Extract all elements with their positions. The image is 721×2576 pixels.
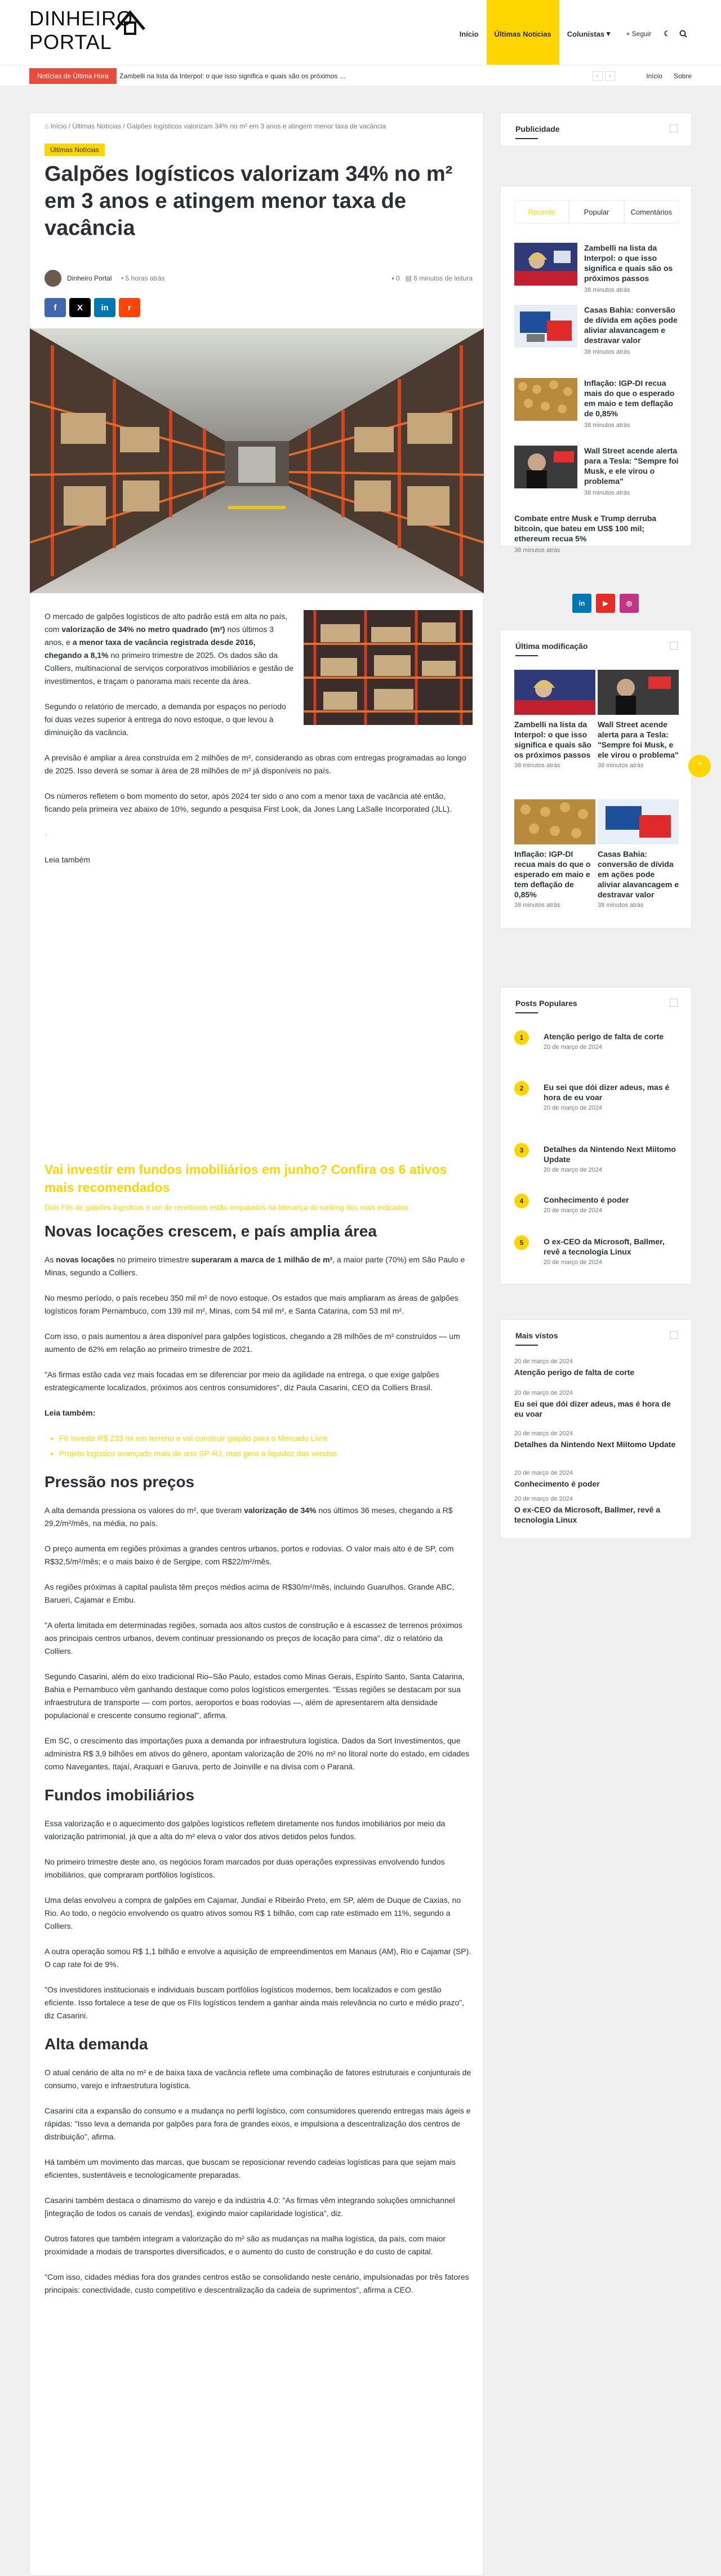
widget-ultima-modificacao [500,630,692,928]
thumbnail [598,799,679,844]
nav-seguir-label: Seguir [631,30,652,38]
article-container [29,113,483,2576]
post-title[interactable]: Wall Street acende alerta para a Tesla: "Sempre foi Musk, e ele virou o problema" [584,446,679,486]
home-icon: ⌂ [44,122,51,130]
post-title[interactable]: Conhecimento é poder [544,1195,629,1204]
s2-p1b: valorização de 34% [244,1506,317,1515]
post-date: 38 minutos atrás [584,422,630,429]
post-date: 20 de março de 2024 [514,1470,573,1476]
rank-number: 1 [514,1030,529,1045]
intro-1a: O mercado de galpões logísticos de alto padrão está em alta no país, com [44,612,288,634]
site-header [0,0,721,65]
post-info [544,1144,679,1173]
post-title[interactable]: Wall Street acende alerta para a Tesla: "Sempre foi Musk, e ele virou o problema" [598,720,679,759]
ticker-next-icon[interactable]: › [605,71,615,81]
list-item[interactable] [514,1470,679,1489]
related-link[interactable]: • Projeto logístico avançado mais de ano SP-RJ, mas gera a liquidez das vendas [59,1447,473,1460]
category-badge[interactable]: Últimas Notícias [44,144,105,156]
breadcrumb [44,122,386,130]
tab-comentarios[interactable]: Comentários [624,200,679,223]
nav-inicio[interactable]: Início [459,29,479,38]
post-date: 20 de março de 2024 [544,1207,602,1214]
warehouse-racks-image [304,610,473,725]
post-title[interactable]: Inflação: IGP-DI recua mais do que o esperado em maio e tem deflação de 0,85% [514,849,591,899]
section-4-paragraph-5: Outros fatores que também integram a valorização do m² são as mudanças na malha logística, da país, com maior proximidade a modais de transportes diversificados, e o aumento do custo de construção e do custo de capital. [44,2234,446,2256]
thumbnail [514,378,577,421]
widget-icon [670,124,678,132]
book-icon: ▤ [405,274,414,282]
grid-post[interactable] [598,799,679,909]
post-date: 38 minutos atrás [514,762,560,769]
post-date: 20 de março de 2024 [544,1167,602,1173]
rank-number: 2 [514,1081,529,1096]
section-2-paragraph-6: Em SC, o crescimento das importações puxa a demanda por infraestrutura logística. Dados da Sort Investimentos, que administra R$ 3,9 bilhões em ativos do gênero, apontam valorização de 20% no m² no litoral norte do estado, em cidades como Navegantes, Itajaí, Araquari e Garuva, perto de Joinville e na divisa com o Paraná. [44,1736,470,1771]
post-title[interactable]: O ex-CEO da Microsoft, Ballmer, revê a tecnologia Linux [544,1237,665,1256]
post-date: 20 de março de 2024 [544,1044,602,1051]
post-date: 20 de março de 2024 [544,1259,602,1266]
s2-p1c: nos últimos 36 meses, chegando a R$ 29,2/m²/mês, na média, no país. [44,1506,453,1528]
section-4-paragraph-2: Casarini cita a expansão do consumo e a mudança no perfil logístico, com consumidores querendo entregas mais ágeis e rápidas: "Isso leva a demanda por galpões para fora de grandes eixos, e impulsiona a descentralização dos centros de distribuição", afirma. [44,2106,471,2141]
linkedin-share-button[interactable]: in [94,298,115,317]
widget-icon [670,642,678,649]
post-date: 20 de março de 2024 [514,1496,573,1502]
post-title[interactable]: Zambelli na lista da Interpol: o que isso significa e quais são os próximos passos [514,720,591,759]
widget-posts-populares [500,987,692,1284]
rank-number: 5 [514,1235,529,1250]
logo-text: DINHEIRO PORTAL [29,7,133,54]
post-date: 20 de março de 2024 [514,1390,573,1396]
chevron-down-icon: ▾ [604,29,611,38]
post-title[interactable]: Casas Bahia: conversão de dívida em ações pode aliviar alavancagem e destravar valor [598,849,679,899]
s1-p1e: , a maior parte (70%) em São Paulo e Minas, segundo a Colliers. [44,1255,465,1277]
leia-tambem-label: Leia também [44,855,90,864]
widget-mais-vistos [500,1319,692,1539]
section-heading-pressao: Pressão nos preços [44,1473,195,1491]
nav-seguir[interactable] [618,0,659,68]
post-title[interactable]: Atenção perigo de falta de corte [514,1368,635,1377]
read-time [406,274,473,282]
thumbnail [514,670,595,715]
main-nav [452,0,692,68]
post-date: 20 de março de 2024 [514,1358,573,1365]
list-item[interactable] [514,1235,679,1275]
search-icon[interactable] [675,0,692,68]
grid-post[interactable] [514,670,595,769]
intro-1b: valorização de 34% no metro quadrado (m²) [61,625,225,634]
list-item[interactable] [514,1194,679,1227]
section-4-paragraph-3: Há também um movimento das marcas, que buscam se reposicionar revendo cadeias logísticas para que sejam mais eficientes, sustentáveis e tecnologicamente preparadas. [44,2157,456,2179]
post-title[interactable]: Casas Bahia: conversão de dívida em ações pode aliviar alavancagem e destravar valor [584,305,678,345]
article-body [44,610,473,2309]
plus-icon: + [626,30,632,38]
facebook-share-button[interactable]: f [44,298,66,317]
post-title[interactable]: Atenção perigo de falta de corte [544,1032,664,1041]
list-item[interactable] [514,446,679,496]
linkedin-button[interactable]: in [572,594,591,613]
avatar[interactable] [44,270,61,287]
section-2-paragraph-1 [44,1504,473,1530]
share-buttons [44,298,140,317]
thumbnail-image [514,670,595,715]
post-title[interactable]: Conhecimento é poder [514,1479,600,1488]
breaking-headline[interactable]: Zambelli na lista da Interpol: o que isso significa e quais são os próximos ... [119,72,345,80]
post-date: 38 minutos atrás [598,762,644,769]
post-meta [44,270,473,287]
hero-image [30,328,484,593]
post-info [544,1195,679,1214]
widget-title: Mais vistos [515,1331,558,1340]
chevron-up-icon: ⌃ [695,760,704,772]
section-heading-alta-demanda: Alta demanda [44,2035,148,2053]
widget-tabs [500,186,692,554]
warehouse-image [30,328,484,593]
widget-title: Posts Populares [515,999,577,1008]
post-info [544,1031,679,1051]
related-link[interactable]: • FII investe R$ 233 mi em terreno e vai construir galpão para o Mercado Livre [59,1432,473,1445]
related-article-subtitle[interactable]: Dois FIIs de galpões logísticos e um de recebíveis estão empatados na liderança do ranking dos mais indicados [44,1203,409,1212]
section-heading-fundos: Fundos imobiliários [44,1786,195,1804]
s1-p1b: novas locações [56,1255,115,1264]
section-2-paragraph-4: "A oferta limitada em determinadas regiões, somada aos altos custos de construção e à escassez de terrenos próximos aos principais centros urbanos, devem continuar pressionando os preços de locação para cima", diz o relatório da Colliers. [44,1621,462,1656]
breaking-label: Notícias de Última Hora [29,68,117,84]
comments-count[interactable] [391,274,399,282]
list-item[interactable] [514,513,679,554]
section-3-paragraph-5: "Os investidores institucionais e individuais buscam portfólios logísticos modernos, bem localizados e com gestão eficiente. Isso fortalece a tese de que os FIIs logísticos tendem a ganhar ainda mais relevância no curto e médio prazo", diz Casarini. [44,1985,465,2020]
nav-ultimas-noticias[interactable]: Últimas Notícias [487,0,559,68]
list-item[interactable] [514,1081,679,1120]
comments-count-text: 0 [395,274,400,282]
read-time-text: 6 minutos de leitura [413,274,473,282]
list-item[interactable] [514,1390,679,1419]
ticker-controls [593,71,615,81]
paragraph-4: Os números refletem o bom momento do setor, após 2024 ter sido o ano com a menor taxa de vacância até então, ficando pela primeira vez abaixo de 10%, segundo a pesquisa First Look, da Jones Lang LaSalle Incorporated (JLL). [44,791,452,813]
post-date: 38 minutos atrás [584,349,630,355]
widget-title: Publicidade [515,124,560,134]
post-info [544,1236,679,1266]
social-links [572,594,639,613]
leia-tambem-2-label [44,1407,473,1420]
floating-action-button[interactable] [688,755,711,777]
section-2-paragraph-2: O preço aumenta em regiões próximas a grandes centros urbanos, portos e rodovias. O valor mais alto é de SP, com R$32,5/m²/mês; e o mais baixo é de Sergipe, com R$22/m²/mês. [44,1544,454,1566]
intro-1e: no primeiro trimestre de 2025. Os dados são da Colliers, multinacional de serviços corporativos imobiliários e gestão de investimentos, e traçam o panorama mais recente da área. [44,651,293,686]
thumbnail [514,446,577,488]
breaking-news-bar [0,65,721,86]
thumbnail [514,243,577,286]
broken-image-icon: ▫ [44,830,47,839]
post-title[interactable]: Combate entre Musk e Trump derruba bitcoin, que bateu em US$ 100 mil; ethereum recua 5% [514,514,657,543]
post-info [584,378,679,429]
meta-right [391,274,473,282]
post-date-text: 5 horas atrás [125,274,165,282]
post-info [584,446,679,496]
site-logo[interactable] [29,8,221,59]
paragraph-3: A previsão é ampliar a área construída em 2 milhões de m², considerando as obras com entregas programadas ao longo de 2025. Isso deverá se somar à área de 28 milhões de m² já disponíveis no país. [44,753,466,775]
post-title[interactable]: Zambelli na lista da Interpol: o que isso significa e quais são os próximos passos [584,243,673,283]
list-item[interactable] [514,243,679,293]
grid-post[interactable] [514,799,595,909]
thumbnail-image [514,305,577,348]
widget-publicidade [500,113,692,146]
post-info [584,243,679,293]
post-date: 38 minutos atrás [514,547,560,554]
thumbnail-image [598,670,679,715]
section-4-paragraph-4: Casarini também destaca o dinamismo do varejo e da indústria 4.0: "As firmas vêm integrando soluções omnichannel [integração de todos os canais de vendas], exigindo maior capilaridade logística", diz. [44,2196,455,2218]
ticker-prev-icon[interactable]: ‹ [593,71,603,81]
section-3-paragraph-2: No primeiro trimestre deste ano, os negócios foram marcados por duas operações expressivas envolvendo fundos imobiliários, que compraram portfólios logísticos. [44,1857,445,1879]
top-link-inicio[interactable]: Início [646,72,662,80]
clock-icon: • [121,274,126,282]
post-title[interactable]: Eu sei que dói dizer adeus, mas é hora de eu voar [544,1083,670,1102]
intro-1c: nos últimos 3 anos, e [44,625,274,647]
reddit-share-button[interactable]: r [119,298,140,317]
leia-tambem-2-text: Leia também: [44,1408,96,1417]
s1-p1a: As [44,1255,56,1264]
section-1-paragraph-4: "As firmas estão cada vez mais focadas em se diferenciar por meio da agilidade na entrega, o que exige galpões estrategicamente localizados, próximos aos centros consumidores", diz Paula Casarini, CEO da Colliers Brasil. [44,1370,439,1392]
top-links [646,68,692,84]
inline-image [304,610,473,725]
comment-icon: ▪ [391,274,396,282]
grid-post[interactable] [598,670,679,769]
list-item[interactable] [514,305,679,355]
section-1-paragraph-1 [44,1253,473,1279]
top-link-sobre[interactable]: Sobre [673,72,692,80]
nav-colunistas[interactable] [559,0,618,68]
thumbnail [598,670,679,715]
s2-p1a: A alta demanda pressiona os valores do m², que tiveram [44,1506,244,1515]
tab-popular[interactable]: Popular [569,200,624,223]
post-date: 38 minutos atrás [514,902,560,909]
theme-toggle-icon[interactable]: ☾ [664,29,670,38]
section-3-paragraph-3: Uma delas envolveu a compra de galpões em Cajamar, Jundiaí e Ribeirão Preto, em SP, além de Duque de Caxias, no Rio. Ao todo, o negócio envolvendo os quatro ativos somou R$ 1 bilhão, com cap rate estimado em 11%, segundo a Colliers. [44,1896,461,1930]
post-date: 20 de março de 2024 [514,1430,573,1437]
rank-number: 4 [514,1194,529,1208]
section-3-paragraph-1: Essa valorização e o aquecimento dos galpões logísticos refletem diretamente nos fundos imobiliários por meio da valorização patrimonial, já que a alta do m² eleva o valor dos ativos detidos pelos fundos. [44,1819,446,1841]
thumbnail-image [514,243,577,286]
post-date: 38 minutos atrás [584,490,630,496]
instagram-button[interactable]: ◎ [620,594,639,613]
thumbnail [514,799,595,844]
post-info [584,305,679,355]
post-date [121,274,165,282]
list-item[interactable] [514,1496,679,1525]
section-2-paragraph-5: Segundo Casarini, além do eixo tradicional Rio–São Paulo, estados como Minas Gerais, Espírito Santo, Santa Catarina, Bahia e Pernambuco vêm ganhando destaque como polos logísticos emergentes. "Essas regiões se destacam por sua infraestrutura de transporte — com portos, aeroportos e boas rodovias —, além de apresentarem alta densidade populacional e crescente consumo regional", afirma. [44,1672,465,1720]
intro-1d: a menor taxa de vacância registrada desde 2016, chegando a 8,1% [44,638,256,660]
list-item[interactable] [514,378,679,429]
post-title[interactable]: Detalhes da Nintendo Next Miitomo Update [544,1145,676,1164]
s1-p1d: superaram a marca de 1 milhão de m² [191,1255,333,1264]
tab-recente[interactable]: Recente [514,200,569,223]
rank-number: 3 [514,1143,529,1158]
author-name[interactable]: Dinheiro Portal [67,274,112,282]
paragraph-2: Segundo o relatório de mercado, a demanda por espaços no período foi duas vezes superior à entrega do novo estoque, o que levou à diminuição da vacância. [44,702,286,737]
list-item[interactable] [514,1030,679,1070]
related-links-list [59,1432,473,1460]
youtube-button[interactable]: ▶ [596,594,615,613]
widget-icon [670,999,678,1007]
thumbnail-image [514,799,595,844]
section-3-paragraph-4: A outra operação somou R$ 1,1 bilhão e envolve a aquisição de empreendimentos em Manaus (AM), Rio e Cajamar (SP). O cap rate foi de 9%. [44,1947,471,1969]
post-info [544,1082,679,1111]
section-4-paragraph-6: "Com isso, cidades médias fora dos grandes centros estão se consolidando neste cenário, impulsionadas por três fatores principais: conectividade, custo competitivo e descentralização da cadeia de suprimentos", afirma a CEO. [44,2272,469,2294]
widget-icon [670,1331,678,1339]
x-share-button[interactable]: X [69,298,91,317]
thumbnail-image [598,799,679,844]
related-article-title[interactable]: Vai investir em fundos imobiliários em junho? Confira os 6 ativos mais recomendados [44,1162,447,1195]
post-date: 38 minutos atrás [598,902,644,909]
section-1-paragraph-2: No mesmo período, o país recebeu 350 mil m² de novo estoque. Os estados que mais ampliaram as áreas de galpões logísticos foram Pernambuco, com 139 mil m², Minas, com 54 mil m², e Santa Catarina, com 53 mil m². [44,1293,459,1315]
widget-title: Última modificação [515,642,588,651]
thumbnail-image [514,378,577,421]
post-date: 38 minutos atrás [584,287,630,293]
thumbnail-image [514,446,577,488]
thumbnail [514,305,577,348]
list-item[interactable] [514,1143,679,1182]
embed-spacer [44,879,473,1160]
section-2-paragraph-3: As regiões próximas à capital paulista têm preços médios acima de R$30/m²/mês, incluindo Guarulhos, Grande ABC, Barueri, Cajamar e Embu. [44,1582,455,1604]
s1-p1c: no primeiro trimestre [114,1255,192,1264]
section-1-paragraph-3: Com isso, o país aumentou a área disponível para galpões logísticos, chegando a 28 milhões de m² construídos — um aumento de 62% em relação ao primeiro trimestre de 2021. [44,1332,460,1354]
list-item[interactable] [514,1358,679,1377]
page-title: Galpões logísticos valorizam 34% no m² em 3 anos e atingem menor taxa de vacância [44,162,453,240]
section-4-paragraph-1: O atual cenário de alta no m² e de baixa taxa de vacância reflete uma combinação de fatores estruturais e conjunturais de consumo, varejo e infraestrutura logística. [44,2068,471,2090]
list-item[interactable] [514,1430,679,1449]
breadcrumb-text[interactable]: Início / Últimas Notícias / Galpões logísticos valorizam 34% no m² em 3 anos e atingem menor taxa de vacância [50,122,386,130]
post-tabs [514,200,679,224]
post-title[interactable]: Eu sei que dói dizer adeus, mas é hora de eu voar [514,1399,671,1418]
nav-colunistas-label: Colunistas [567,29,605,38]
section-heading-novas-locacoes: Novas locações crescem, e país amplia área [44,1222,377,1240]
post-date: 20 de março de 2024 [544,1105,602,1111]
post-title[interactable]: Detalhes da Nintendo Next Miitomo Update [514,1440,676,1449]
post-title[interactable]: O ex-CEO da Microsoft, Ballmer, revê a tecnologia Linux [514,1505,661,1524]
post-title[interactable]: Inflação: IGP-DI recua mais do que o esperado em maio e tem deflação de 0,85% [584,379,675,418]
